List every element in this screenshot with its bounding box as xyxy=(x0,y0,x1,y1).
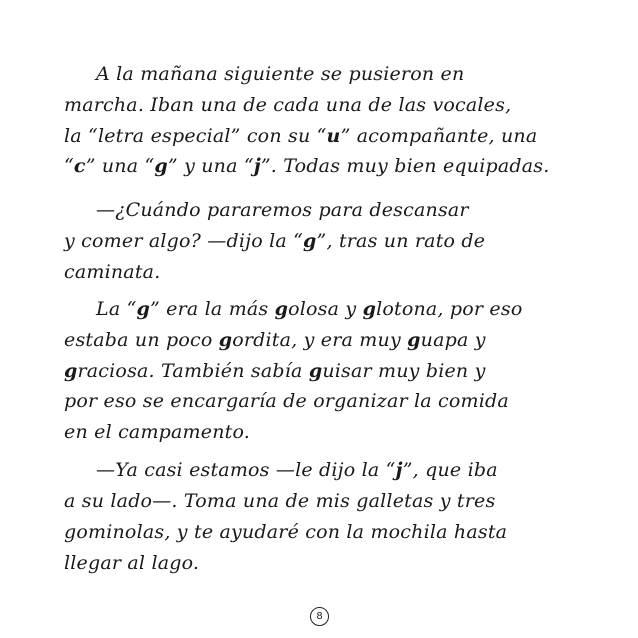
text-line xyxy=(96,458,498,482)
text-line xyxy=(64,124,537,148)
highlighted-letter: u xyxy=(326,125,341,147)
text-segment: ”. Todas muy bien equipadas. xyxy=(260,155,550,177)
text-line xyxy=(96,62,464,86)
text-segment: raciosa. También sabía xyxy=(77,360,309,382)
text-segment: por eso se encargaría de organizar la comida xyxy=(64,390,509,412)
highlighted-letter: g xyxy=(64,360,78,382)
text-segment: “ xyxy=(64,155,74,177)
text-segment: y comer algo? —dijo la “ xyxy=(64,230,304,252)
text-line xyxy=(64,420,250,444)
text-segment: la “letra especial” con su “ xyxy=(64,125,327,147)
text-segment: gominolas, y te ayudaré con la mochila hasta xyxy=(64,521,508,543)
text-segment: ”, que iba xyxy=(402,459,498,481)
text-segment: lotona, por eso xyxy=(376,298,523,320)
text-segment: —¿Cuándo pararemos para descansar xyxy=(96,199,469,221)
highlighted-letter: g xyxy=(407,329,421,351)
text-line xyxy=(64,154,549,178)
text-line xyxy=(64,229,485,253)
highlighted-letter: j xyxy=(253,155,261,177)
text-segment: ” era la más xyxy=(150,298,275,320)
highlighted-letter: g xyxy=(154,155,168,177)
text-line xyxy=(64,389,509,413)
page-number: 8 xyxy=(310,607,329,626)
highlighted-letter: j xyxy=(395,459,403,481)
text-line xyxy=(64,359,486,383)
text-line xyxy=(64,328,486,352)
text-segment: ”, tras un rato de xyxy=(316,230,486,252)
text-segment: a su lado—. Toma una de mis galletas y tres xyxy=(64,490,496,512)
text-segment: ” acompañante, una xyxy=(340,125,538,147)
text-line xyxy=(64,551,199,575)
highlighted-letter: g xyxy=(274,298,289,320)
highlighted-letter: g xyxy=(136,298,150,320)
text-segment: olosa y xyxy=(288,298,363,320)
text-segment: uapa y xyxy=(420,329,486,351)
highlighted-letter: g xyxy=(303,230,317,252)
text-line xyxy=(64,93,511,117)
text-segment: A la mañana siguiente se pusieron en xyxy=(96,63,465,85)
highlighted-letter: g xyxy=(362,298,377,320)
text-segment: estaba un poco xyxy=(64,329,219,351)
text-line xyxy=(64,520,507,544)
text-line xyxy=(64,489,495,513)
text-segment: caminata. xyxy=(64,261,161,283)
text-segment: marcha. Iban una de cada una de las vocales, xyxy=(64,94,512,116)
highlighted-letter: c xyxy=(73,155,86,177)
text-segment: ” una “ xyxy=(85,155,155,177)
text-segment: —Ya casi estamos —le dijo la “ xyxy=(96,459,396,481)
text-segment: ” y una “ xyxy=(167,155,254,177)
text-segment: La “ xyxy=(96,298,137,320)
text-segment: en el campamento. xyxy=(64,421,251,443)
highlighted-letter: g xyxy=(308,360,323,382)
text-line xyxy=(64,260,160,284)
text-segment: uisar muy bien y xyxy=(322,360,486,382)
text-line xyxy=(96,198,469,222)
highlighted-letter: g xyxy=(218,329,233,351)
text-line xyxy=(96,297,522,321)
text-segment: llegar al lago. xyxy=(64,552,200,574)
text-segment: ordita, y era muy xyxy=(232,329,408,351)
